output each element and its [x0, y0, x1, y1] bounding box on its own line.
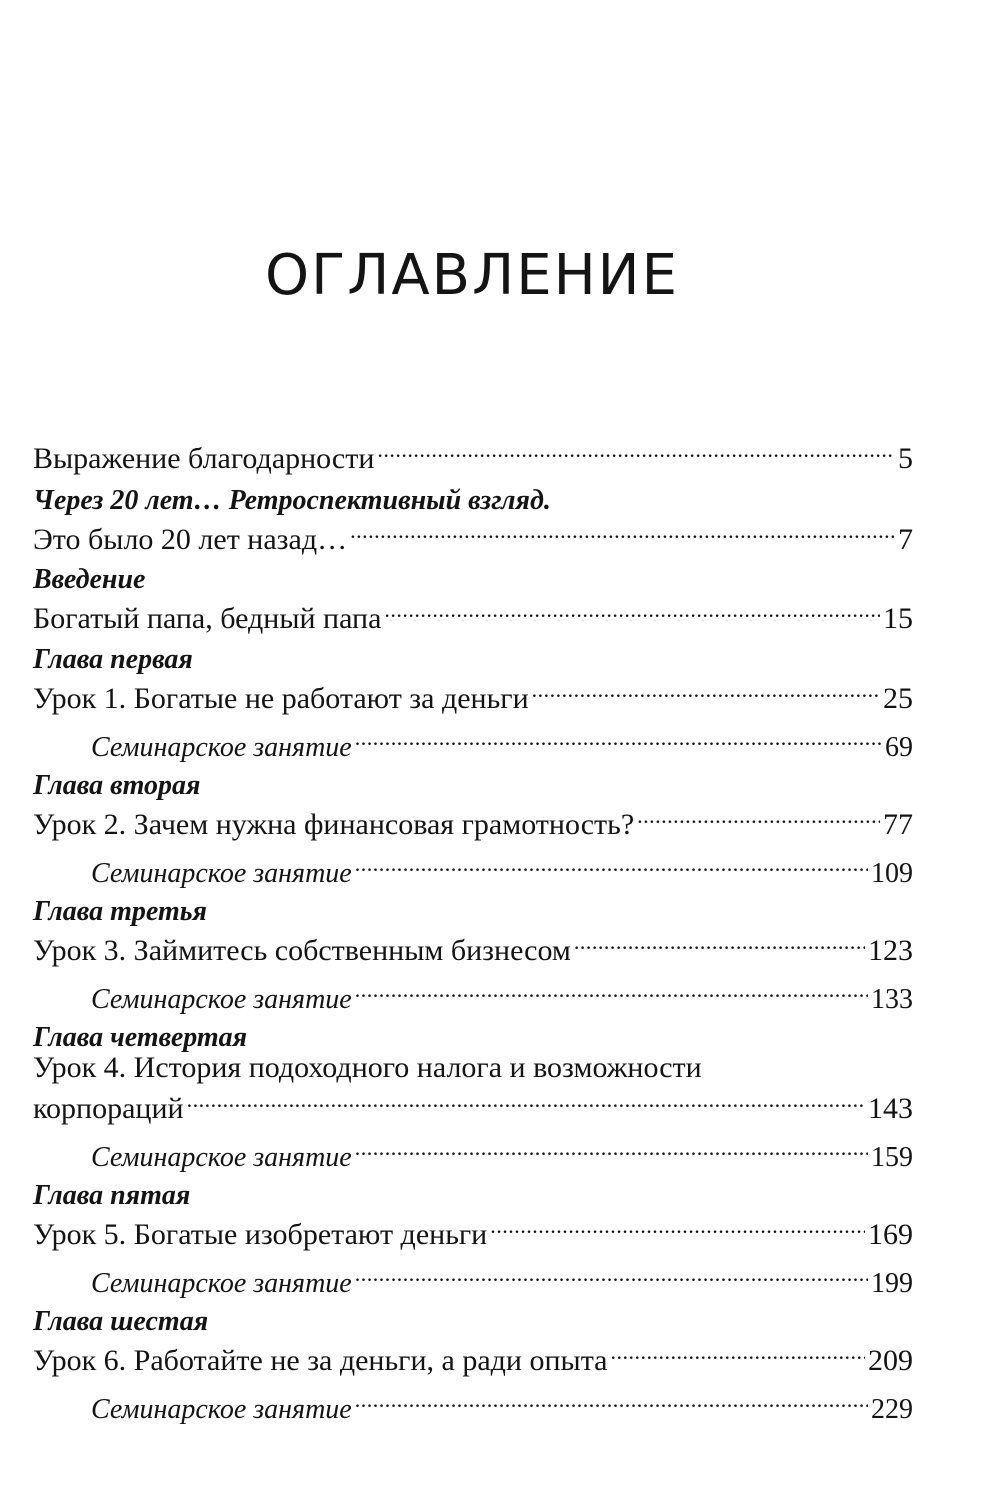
toc-entry-label: Урок 2. Зачем нужна финансовая грамотность? [33, 808, 635, 841]
toc-entry-lesson-4-line-1[interactable]: Урок 4. История подоходного налога и возможности [33, 1051, 702, 1084]
dot-leader [355, 1382, 868, 1418]
toc-entry-label: Урок 6. Работайте не за деньги, а ради опыта [33, 1344, 608, 1377]
dot-leader [355, 1130, 868, 1166]
toc-entry-label: Выражение благодарности [33, 442, 375, 475]
toc-entry-label: Семинарское занятие [91, 1142, 352, 1173]
dot-leader [637, 798, 880, 834]
toc-entry-introduction[interactable] [33, 592, 913, 637]
page-number: 123 [868, 934, 913, 967]
toc-entry-seminar-1[interactable] [91, 720, 913, 766]
dot-leader [384, 592, 880, 628]
page-number: 7 [898, 523, 913, 556]
toc-entry-acknowledgements[interactable] [33, 432, 913, 477]
page-number: 143 [868, 1092, 913, 1125]
toc-entry-retrospective[interactable] [33, 513, 913, 558]
dot-leader [574, 924, 865, 960]
dot-leader [187, 1082, 865, 1118]
page-number: 159 [871, 1142, 913, 1173]
toc-entry-label: корпораций [33, 1092, 184, 1125]
dot-leader [490, 1208, 865, 1244]
section-heading-chapter-6: Глава шестая [33, 1306, 209, 1337]
toc-entry-seminar-2[interactable] [91, 846, 913, 892]
toc-entry-label: Семинарское занятие [91, 1394, 352, 1425]
section-heading-chapter-3: Глава третья [33, 896, 207, 927]
page-number: 25 [883, 682, 913, 715]
toc-entry-label: Урок 5. Богатые изобретают деньги [33, 1218, 488, 1251]
page-number: 5 [898, 442, 913, 475]
toc-entry-lesson-1[interactable] [33, 672, 913, 717]
dot-leader [532, 672, 880, 708]
section-heading-retrospective: Через 20 лет… Ретроспективный взгляд. [33, 485, 551, 516]
toc-entry-lesson-5[interactable] [33, 1208, 913, 1253]
toc-entry-lesson-3[interactable] [33, 924, 913, 969]
dot-leader [610, 1334, 865, 1370]
toc-entry-seminar-6[interactable] [91, 1382, 913, 1428]
toc-entry-label: Богатый папа, бедный папа [33, 602, 382, 635]
page-number: 109 [871, 858, 913, 889]
section-heading-chapter-1: Глава первая [33, 644, 193, 675]
dot-leader [377, 432, 895, 468]
page-number: 77 [883, 808, 913, 841]
section-heading-chapter-5: Глава пятая [33, 1180, 191, 1211]
toc-entry-label: Семинарское занятие [91, 984, 352, 1015]
section-heading-chapter-4: Глава четвертая [33, 1022, 248, 1053]
page-title: ОГЛАВЛЕНИЕ [265, 243, 679, 308]
toc-entry-label: Семинарское занятие [91, 1268, 352, 1299]
section-heading-introduction: Введение [33, 564, 146, 595]
toc-entry-seminar-3[interactable] [91, 972, 913, 1018]
toc-entry-label: Семинарское занятие [91, 858, 352, 889]
toc-entry-label: Семинарское занятие [91, 732, 352, 763]
toc-entry-seminar-4[interactable] [91, 1130, 913, 1176]
dot-leader [350, 513, 895, 549]
toc-entry-label: Урок 3. Займитесь собственным бизнесом [33, 934, 571, 967]
page-number: 133 [871, 984, 913, 1015]
page-number: 199 [871, 1268, 913, 1299]
toc-entry-label: Урок 1. Богатые не работают за деньги [33, 682, 529, 715]
page-number: 69 [885, 732, 913, 763]
page-number: 15 [883, 602, 913, 635]
page-number: 229 [871, 1394, 913, 1425]
dot-leader [355, 1256, 868, 1292]
dot-leader [355, 720, 882, 756]
toc-entry-lesson-2[interactable] [33, 798, 913, 843]
toc-entry-lesson-6[interactable] [33, 1334, 913, 1379]
dot-leader [355, 972, 868, 1008]
page-number: 209 [868, 1344, 913, 1377]
toc-entry-label: Это было 20 лет назад… [33, 523, 348, 556]
dot-leader [355, 846, 868, 882]
toc-entry-seminar-5[interactable] [91, 1256, 913, 1302]
toc-entry-lesson-4[interactable] [33, 1082, 913, 1127]
section-heading-chapter-2: Глава вторая [33, 770, 201, 801]
page-number: 169 [868, 1218, 913, 1251]
